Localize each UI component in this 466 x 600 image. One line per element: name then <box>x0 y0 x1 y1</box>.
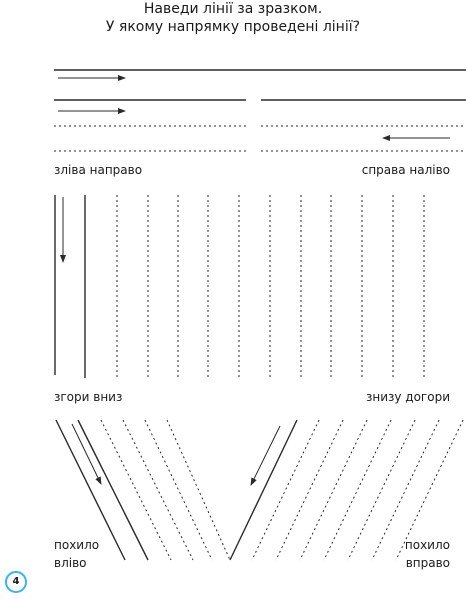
vertical-lines-section <box>55 195 424 378</box>
task-question: У якому напрямку проведені лінії? <box>105 19 361 35</box>
label-slant-left-1: похило <box>54 538 100 552</box>
slanted-line-solid-3 <box>230 420 297 560</box>
slanted-line-dotted <box>276 420 343 560</box>
label-top-down: згори вниз <box>54 390 123 404</box>
slanted-line-dotted <box>300 420 367 560</box>
label-slant-right-2: вправо <box>405 556 450 570</box>
slanted-line-dotted <box>101 420 171 560</box>
slanted-lines-section <box>56 420 463 560</box>
label-slant-left-2: вліво <box>54 556 87 570</box>
horizontal-lines-section <box>54 70 466 151</box>
slanted-line-dotted <box>123 420 193 560</box>
task-title: Наведи лінії за зразком. <box>143 1 323 17</box>
page-number-badge: 4 <box>5 571 27 593</box>
slanted-line-dotted <box>167 420 230 560</box>
label-left-to-right: зліва направо <box>54 163 143 177</box>
arrow-slant-down-right <box>72 424 101 484</box>
label-right-to-left: справа наліво <box>361 163 450 177</box>
slanted-line-dotted <box>252 420 319 560</box>
label-bottom-up: знизу догори <box>365 390 450 404</box>
arrow-slant-down-left <box>251 426 280 485</box>
label-slant-right-1: похило <box>404 538 450 552</box>
slanted-line-dotted <box>145 420 212 560</box>
slanted-line-dotted <box>324 420 391 560</box>
